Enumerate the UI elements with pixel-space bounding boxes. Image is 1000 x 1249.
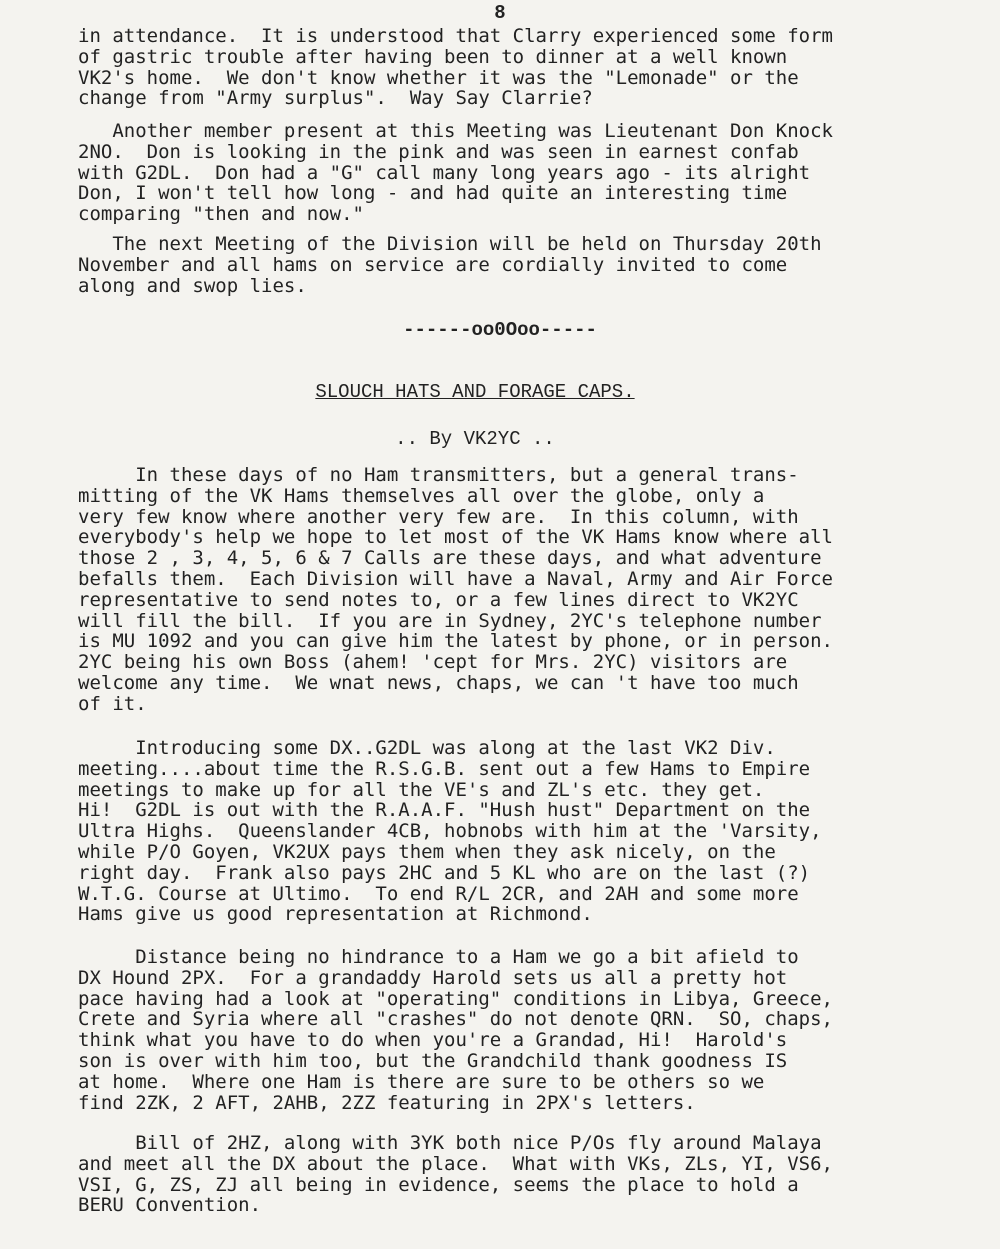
article-paragraph-2px: Distance being no hindrance to a Ham we go a bit afield to DX Hound 2PX. For a grandaddy Harold sets us all a pretty hot pace having had a look at "operating" conditions in Libya, Greece, Crete and Syria where all "crashes" do not denote QRN. SO, chaps, think what you have to do when you're a Grandad, Hi! Harold's son is over with him too, but the Grandchild thank goodness IS at home. Where one Ham is there are sure to be others so we find 2ZK, 2 AFT, 2AHB, 2ZZ featuring in 2PX's letters. (78, 946, 833, 1114)
article-title-text: SLOUCH HATS AND FORAGE CAPS. (315, 381, 635, 403)
paragraph-don-knock: Another member present at this Meeting was Lieutenant Don Knock 2NO. Don is looking in the pink and was seen in earnest confab with G2DL. Don had a "G" call many long years ago - its alright Don, I won't tell how long - and had quite an interesting time comparing "then and now." (78, 120, 833, 226)
paragraph-clarry: in attendance. It is understood that Clarry experienced some form of gastric trouble after having been to dinner at a well known VK2's home. We don't know whether it was the "Lemonade" or the change from "Army surplus". Way Say Clarrie? (78, 25, 833, 110)
article-paragraph-intro: In these days of no Ham transmitters, but a general trans- mitting of the VK Hams themselves all over the globe, only a very few know where another very few are. In this column, with everybody's help we hope to let most of the VK Hams know where all those 2 , 3, 4, 5, 6 & 7 Calls are these days, and what adventure befalls them. Each Division will have a Naval, Army and Air Force representative to send notes to, or a few lines direct to VK2YC will fill the bill. If you are in Sydney, 2YC's telephone number is MU 1092 and you can give him the latest by phone, or in person. 2YC being his own Boss (ahem! 'cept for Mrs. 2YC) visitors are welcome any time. We wnat news, chaps, we can 't have too much of it. (78, 464, 833, 715)
paragraph-next-meeting: The next Meeting of the Division will be held on Thursday 20th November and all hams on service are cordially invited to come along and swop lies. (78, 233, 822, 297)
article-title (0, 381, 950, 403)
page-number: 8 (494, 2, 506, 24)
article-byline: .. By VK2YC .. (395, 428, 555, 450)
article-paragraph-g2dl: Introducing some DX..G2DL was along at the last VK2 Div. meeting....about time the R.S.G.B. sent out a few Hams to Empire meetings to make up for all the VE's and ZL's etc. they get. Hi! G2DL is out with the R.A.A.F. "Hush hust" Department on the Ultra Highs. Queenslander 4CB, hobnobs with him at the 'Varsity, while P/O Goyen, VK2UX pays them when they ask nicely, on the right day. Frank also pays 2HC and 5 KL who are on the last (?) W.T.G. Course at Ultimo. To end R/L 2CR, and 2AH and some more Hams give us good representation at Richmond. (78, 737, 822, 926)
section-divider: ------oo0Ooo----- (403, 319, 597, 341)
article-paragraph-2hz: Bill of 2HZ, along with 3YK both nice P/Os fly around Malaya and meet all the DX about the place. What with VKs, ZLs, YI, VS6, VSI, G, ZS, ZJ all being in evidence, seems the place to hold a BERU Convention. (78, 1132, 833, 1217)
